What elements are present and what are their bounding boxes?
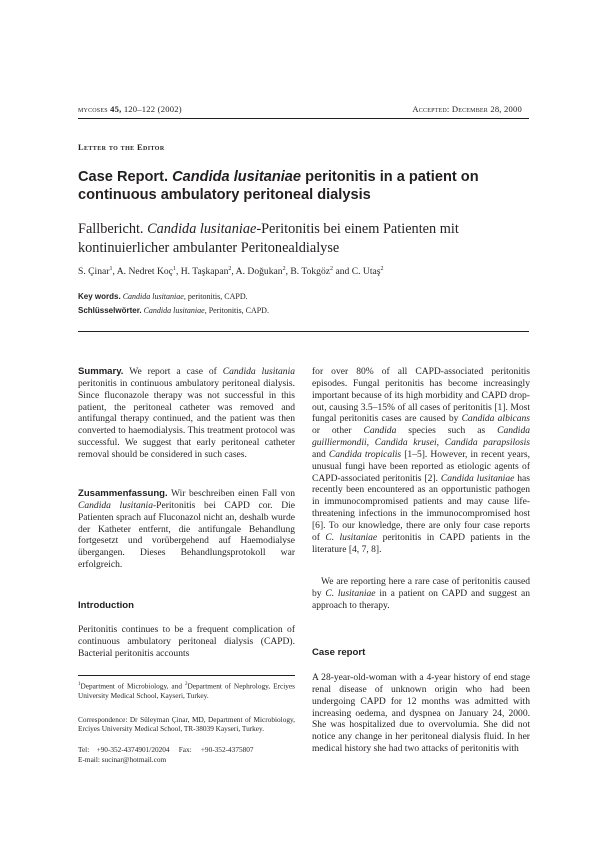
author: C. Utaş$^2$ — [351, 266, 384, 278]
title-block-rule — [78, 331, 529, 332]
case-report-heading: Case report — [312, 647, 366, 658]
title-de-rest: -Peritonitis bei einem Patienten mit kontinuierlicher ambulanter Peritonealdialyse — [78, 221, 459, 256]
header-rule — [78, 118, 529, 119]
introduction-paragraph: Peritonitis continues to be a frequent complication of continuous ambulatory peritoneal dialysis (CAPD). Bacterial peritonitis accounts — [78, 624, 295, 659]
title-species: Candida lusitaniae — [172, 169, 302, 185]
schluesselwoerter-label: Schlüsselwörter. — [78, 306, 142, 315]
case-report-paragraph: A 28-year-old-woman with a 4-year history of end stage renal disease of unknown origin who had been undergoing CAPD for 12 months was admitted with increasing oedema, and dyspnea on January 24, 2000. She was hospitalized due to overvolumia. She did not notice any change in her peritoneal dialysis fluid. In her medical history she had two attacks of peritonitis with — [312, 672, 530, 755]
page-range: 120–122 (2002) — [123, 104, 182, 114]
zusammenfassung-paragraph: Zusammenfassung. Wir beschreiben einen Fall von Candida lusitania-Peritonitis bei CAPD cor. Die Patienten sprach auf Fluconazol nicht an, deshalb wurde der Katheter entfernt, die antifungale Behandlung fortgesetzt und vorübergehend auf Haemodialyse übergangen. Dieses Behandlungsprotokoll war erfolgreich. — [78, 488, 295, 571]
journal-name: mycoses — [78, 104, 108, 114]
title-rest: peritonitis in a patient on continuous ambulatory peritoneal dialysis — [78, 169, 479, 203]
correspondence-footnote: Correspondence: Dr Süleyman Çinar, MD, Department of Microbiology, Erciyes University Medical School, TR-38039 Kayseri, Turkey. — [78, 715, 295, 734]
title-de-prefix: Fallbericht. — [78, 221, 144, 237]
volume-number: 45, — [110, 104, 122, 114]
author: S. Çinar$^1$, — [78, 266, 117, 278]
author: B. Tokgöz$^2$ and — [290, 266, 352, 278]
footnote-rule — [78, 675, 295, 676]
title-de-species: Candida lusitaniae — [147, 221, 257, 237]
section-label: Letter to the Editor — [78, 143, 165, 152]
keywords-label: Key words. — [78, 292, 121, 301]
keywords — [78, 292, 248, 301]
summary-label: Summary. — [78, 366, 124, 377]
keywords-rest: , peritonitis, CAPD. — [183, 292, 248, 301]
schluesselwoerter-species: Candida lusitaniae — [143, 306, 205, 315]
author: A. Nedret Koç$^1$, — [116, 266, 181, 278]
contact-phone-fax: Tel: +90-352-4374901/20204 Fax: +90-352-4375807 — [78, 745, 254, 754]
author: H. Taşkapan$^2$, — [180, 266, 236, 278]
article-title — [78, 168, 528, 204]
running-header-left — [78, 104, 182, 114]
keyword-species: Candida lusitaniae — [122, 292, 184, 301]
author-list — [78, 266, 383, 277]
schluesselwoerter-rest: , Peritonitis, CAPD. — [204, 306, 269, 315]
running-header-right — [412, 104, 522, 114]
body-paragraph-2: We are reporting here a rare case of peritonitis caused by C. lusitaniae in a patient on CAPD and suggest an approach to therapy. — [312, 576, 530, 611]
summary-paragraph: Summary. We report a case of Candida lusitania peritonitis in continuous ambulatory peritoneal dialysis. Since fluconazole therapy was not successful in this patient, the peritoneal catheter was removed and antifungal therapy continued, and the patient was then converted to haemodialysis. This treatment protocol was successful. We suggest that early peritoneal catheter removal should be considered in such cases. — [78, 366, 295, 460]
accepted-label: Accepted: — [412, 104, 450, 114]
zusammenfassung-label: Zusammenfassung. — [78, 488, 168, 499]
affiliation-footnote: $^1$Department of Microbiology, and $^2$Department of Nephrology, Erciyes University Medical School, Kayseri, Turkey. — [78, 681, 295, 700]
contact-email: E-mail: sucinar@hotmail.com — [78, 755, 167, 764]
author: A. Doğukan$^2$, — [235, 266, 291, 278]
title-prefix: Case Report. — [78, 169, 169, 185]
accepted-date: December 28, 2000 — [451, 104, 522, 114]
article-title-german — [78, 220, 528, 257]
introduction-heading: Introduction — [78, 600, 134, 611]
body-paragraph-1: for over 80% of all CAPD-associated peritonitis episodes. Fungal peritonitis has become increasingly important because of its high morbidity and CAPD drop-out, causing 3.5–15% of all cases of peritonitis [1]. Most fungal peritonitis cases are caused by Candida albicans or other Candida species such as Candida guilliermondii, Candida krusei, Candida parapsilosis and Candida tropicalis [1–5]. However, in recent years, unusual fungi have been reported as etiologic agents of CAPD-associated peritonitis [2]. Candida lusitaniae has recently been encountered as an opportunistic pathogen in immunocompromised patients and may cause life-threatening infections in the immunocompromised host [6]. To our knowledge, there are only four case reports of C. lusitaniae peritonitis in CAPD patients in the literature [4, 7, 8]. — [312, 366, 530, 555]
schluesselwoerter — [78, 306, 269, 315]
